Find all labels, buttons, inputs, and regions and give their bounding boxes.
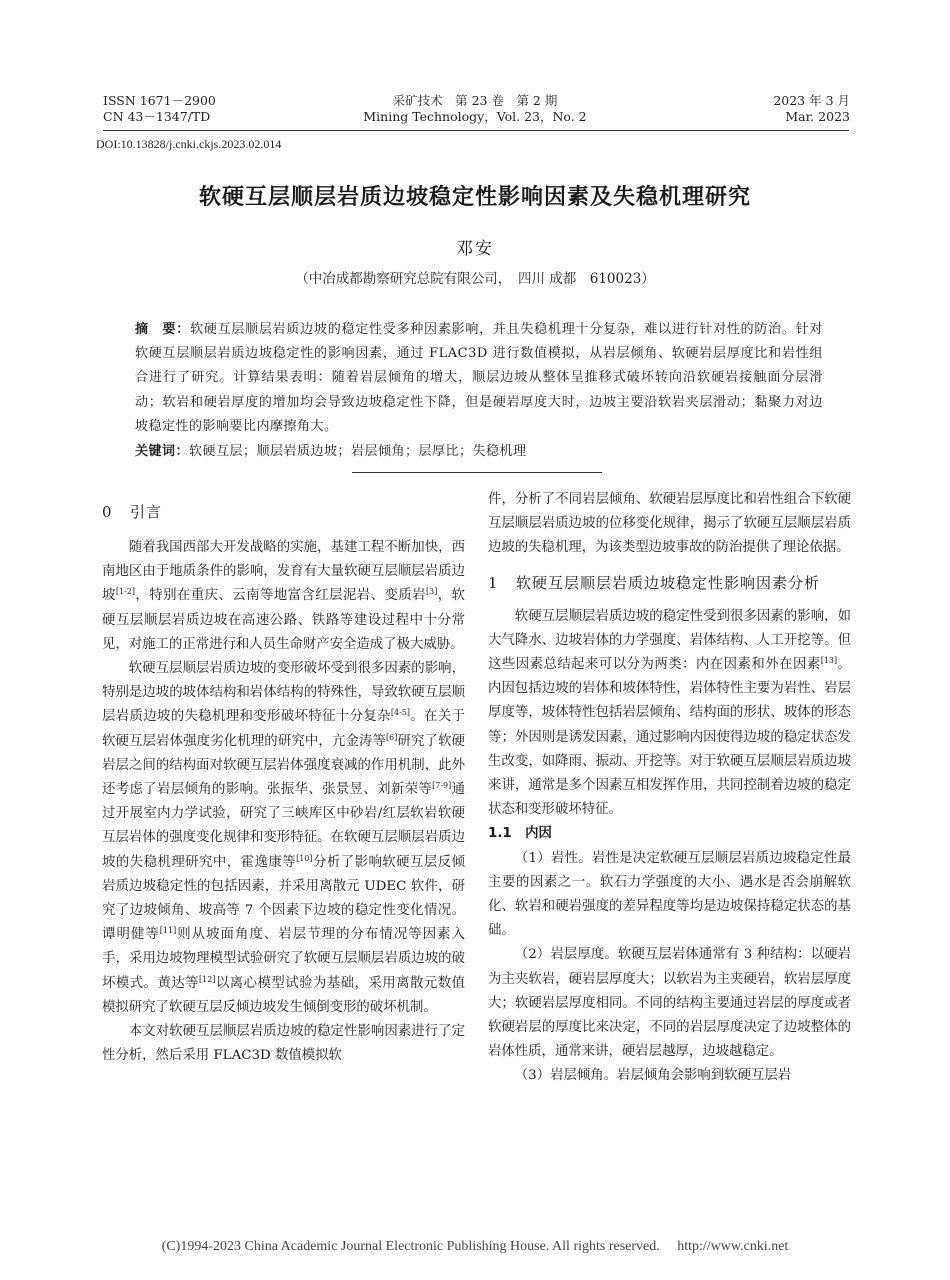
section-1-heading	[488, 571, 851, 595]
affiliation: （中冶成都勘察研究总院有限公司， 四川 成都 610023）	[295, 271, 655, 287]
journal-name-en: Mining Technology，Vol. 23，No. 2	[363, 109, 587, 124]
section-title: 软硬互层顺层岩质边坡稳定性影响因素分析	[516, 573, 821, 592]
citation[interactable]: [10]	[296, 853, 313, 863]
header-left	[103, 93, 216, 125]
abstract-separator	[352, 472, 602, 473]
paper-title: 软硬互层顺层岩质边坡稳定性影响因素及失稳机理研究	[198, 185, 751, 210]
paragraph: （1）岩性。岩性是决定软硬互层顺层岩质边坡稳定性最主要的因素之一。软石力学强度的大小、遇水是否会崩解软化、软岩和硬岩强度的差异程度等均是边坡保持稳定状态的基础。	[488, 850, 851, 939]
citation[interactable]: [13]	[820, 656, 838, 666]
header-right	[773, 93, 850, 125]
journal-name-cn: 采矿技术 第 23 卷 第 2 期	[392, 93, 558, 108]
keywords	[135, 440, 823, 464]
keywords-label: 关键词：	[135, 444, 190, 459]
issue-date-en: Mar. 2023	[785, 109, 850, 124]
issn: ISSN 1671－2900	[103, 93, 216, 108]
abstract-text: 软硬互层顺层岩质边坡的稳定性受多种因素影响，并且失稳机理十分复杂，难以进行针对性的防治。针对软硬互层顺层岩质边坡稳定性的影响因素，通过 FLAC3D 进行数值模拟，从岩层倾角、软硬岩层厚度比和岩性组合进行了研究。计算结果表明：随着岩层倾角的增大，顺层边坡从整体呈推移式破坏转向沿软硬岩接触面分层滑动；软岩和硬岩厚度的增加均会导致边坡稳定性下降，但是硬岩厚度大时，边坡主要沿软岩夹层滑动；黏聚力对边坡稳定性的影响要比内摩擦角大。	[135, 322, 823, 434]
section-0-heading	[102, 500, 465, 524]
right-column	[488, 488, 851, 1089]
issue-date-cn: 2023 年 3 月	[773, 93, 850, 108]
abstract	[135, 318, 823, 439]
citation[interactable]: [12]	[199, 974, 216, 984]
citation[interactable]: [4-5]	[390, 708, 410, 718]
abstract-label: 摘 要：	[135, 322, 191, 337]
header-rule	[103, 130, 849, 131]
header-center	[300, 93, 650, 125]
paragraph: 随着我国西部大开发战略的实施，基建工程不断加快，西南地区由于地质条件的影响，发育有大量软硬互层顺层岩质边坡[1-2]，特别在重庆、云南等地富含红层泥岩、变质岩[3]，软硬互层顺层岩质边坡在高速公路、铁路等建设过程中十分常见，对施工的正常进行和人员生命财产安全造成了极大威胁。	[102, 540, 466, 652]
paragraph: 软硬互层顺层岩质边坡的变形破坏受到很多因素的影响，特别是边坡的坡体结构和岩体结构的特殊性，导致软硬互层顺层岩质边坡的失稳机理和变形破坏特征十分复杂[4-5]。在关于软硬互层岩体强度劣化机理的研究中，亢金涛等[6]研究了软硬岩层之间的结构面对软硬互层岩体强度衰减的作用机制，此外还考虑了岩层倾角的影响。张振华、张景昱、刘新荣等[7-9]通过开展室内力学试验，研究了三峡库区中砂岩/红层软岩软硬互层岩体的强度变化规律和变形特征。在软硬互层顺层岩质边坡的失稳机理研究中，霍逸康等[10]分析了影响软硬互层反倾岩质边坡稳定性的包括因素，并采用离散元 UDEC 软件，研究了边坡倾角、坡高等 7 个因素下边坡的稳定性变化情况。谭明健等[11]则从坡面角度、岩层节理的分布情况等因素入手，采用边坡物理模型试验研究了软硬互层顺层岩质边坡的破坏模式。黄达等[12]以离心模型试验为基础，采用离散元数值模拟研究了软硬互层反倾边坡发生倾倒变形的破坏机制。	[102, 661, 466, 1015]
section-number: 1	[488, 573, 499, 592]
paragraph: （2）岩层厚度。软硬互层岩体通常有 3 种结构：以硬岩为主夹软岩，硬岩层厚度大；以软岩为主夹硬岩，软岩层厚度大；软硬岩层厚度相同。不同的结构主要通过岩层的厚度或者软硬岩层的厚度比来决定，不同的岩层厚度决定了边坡整体的岩体性质，通常来讲，硬岩层越厚，边坡越稳定。	[488, 947, 851, 1060]
section-number: 0	[102, 503, 113, 521]
paragraph: 软硬互层顺层岩质边坡的稳定性受到很多因素的影响，如大气降水、边坡岩体的力学强度、岩体结构、人工开挖等。但这些因素总结起来可以分为两类：内在因素和外在因素[13]。内因包括边坡的岩体和坡体特性，岩体特性主要为岩性、岩层厚度等，坡体特性包括岩层倾角、结构面的形状、坡体的形态等；外因则是诱发因素，通过影响内因使得边坡的稳定状态发生改变，如降雨、振动、开挖等。对于软硬互层顺层岩质边坡来讲，通常是多个因素互相发挥作用，共同控制着边坡的稳定状态和变形破坏特征。	[488, 608, 852, 818]
citation[interactable]: [7-9]	[432, 781, 452, 791]
cn-number: CN 43－1347/TD	[103, 109, 211, 124]
subsection-heading: 1.1 内因	[488, 826, 552, 842]
citation[interactable]: [6]	[386, 732, 398, 742]
citation[interactable]: [11]	[159, 926, 177, 936]
citation[interactable]: [3]	[426, 587, 438, 597]
citation[interactable]: [1-2]	[115, 587, 135, 597]
paragraph: 本文对软硬互层顺层岩质边坡的稳定性影响因素进行了定性分析，然后采用 FLAC3D 数值模拟软	[102, 1024, 465, 1064]
section-title: 引言	[130, 503, 163, 521]
left-column	[102, 500, 465, 1068]
doi[interactable]: DOI:10.13828/j.cnki.ckjs.2023.02.014	[96, 137, 282, 151]
paragraph: （3）岩层倾角。岩层倾角会影响到软硬互层岩	[514, 1068, 792, 1084]
author: 邓安	[456, 239, 494, 259]
keywords-text: 软硬互层；顺层岩质边坡；岩层倾角；层厚比；失稳机理	[189, 444, 527, 459]
paragraph: 件，分析了不同岩层倾角、软硬岩层厚度比和岩性组合下软硬互层顺层岩质边坡的位移变化规律，揭示了软硬互层顺层岩质边坡的失稳机理，为该类型边坡事故的防治提供了理论依据。	[488, 492, 851, 556]
copyright-footer: (C)1994-2023 China Academic Journal Electronic Publishing House. All rights reserved. http://www.cnki.net	[161, 1239, 789, 1254]
